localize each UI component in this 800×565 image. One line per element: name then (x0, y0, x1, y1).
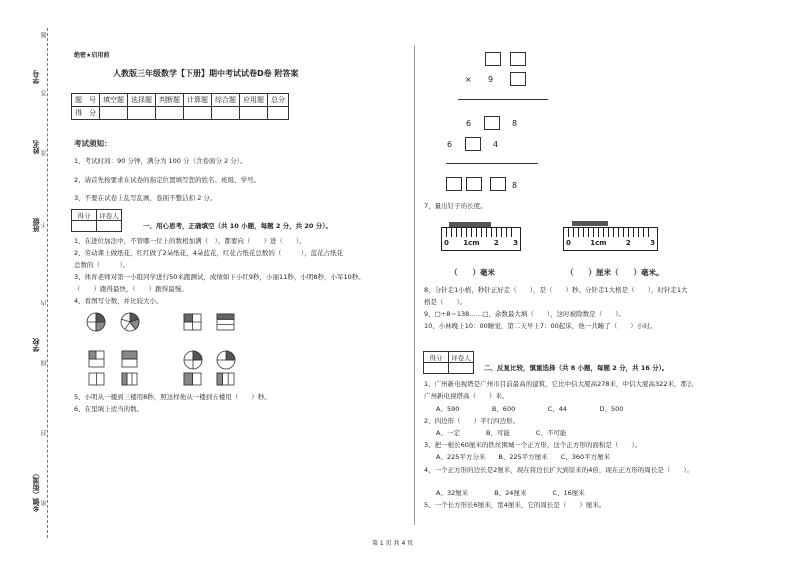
question-line: 7、量出钉子的长度。 (424, 202, 487, 210)
ruler-number: 2 (493, 239, 499, 247)
score-cell[interactable] (100, 107, 128, 120)
side-label-class: 班级 (32, 218, 40, 232)
ruler-number: 3 (650, 239, 655, 247)
option-line: A、32厘米 B、24厘米 C、16厘米 (436, 489, 585, 497)
score-cell[interactable] (212, 107, 240, 120)
side-label-town: 乡镇（街道） (32, 470, 40, 512)
digit: 8 (512, 181, 518, 190)
side-mark: 线 (41, 360, 48, 366)
grader-reviewer-label: 评卷人 (449, 352, 474, 363)
column-divider (414, 45, 415, 525)
option-line: A、一定 B、可能 C、不可能 (436, 429, 567, 437)
page-title: 人教版三年级数学【下册】期中考试试卷D卷 附答案 (113, 69, 299, 78)
grader-score-cell[interactable] (72, 221, 97, 232)
question-line: 3、体育老师对第一小组同学进行50米跑测试，成绩如下小红9秒，小丽11秒，小明8秒，小军10秒。 (74, 273, 365, 281)
times-sign: × (465, 75, 472, 84)
question-line: 总数的（ ）。 (74, 261, 130, 269)
side-mark: 不 (41, 222, 48, 228)
answer-box[interactable] (465, 137, 481, 151)
binding-line (47, 28, 48, 538)
score-cell[interactable] (128, 107, 156, 120)
question-line: 广州新电视塔高（ ）米。 (424, 392, 509, 400)
score-row-label: 得 分 (72, 107, 100, 120)
question-line: 2、四边形（ ）平行四边形。 (424, 417, 520, 425)
answer-box[interactable] (490, 177, 506, 191)
question-line: （ ）跑得最快，（ ）跑得最慢。 (74, 285, 188, 293)
side-mark: 准 (41, 150, 48, 156)
question-line: 4、看图写分数，并比较大小。 (74, 297, 163, 305)
answer-box[interactable] (510, 72, 526, 86)
page-footer: 第 1 页 共 4 页 (372, 540, 414, 547)
ruler-number: 1cm (590, 239, 607, 247)
grader-reviewer-cell[interactable] (97, 221, 122, 232)
question-line: 3、把一根长60厘米的铁丝围城一个正方形，这个正方形的面积是（ ）。 (424, 441, 642, 449)
grader-box (71, 209, 122, 232)
grader-score-label: 得分 (424, 352, 449, 363)
notice-item: 3、不要在试卷上乱写乱画，卷面不整洁扣 2 分。 (74, 194, 217, 202)
section2-title: 二、反复比较，慎重选择（共 8 小题，每题 2 分，共 16 分）。 (484, 364, 669, 372)
digit: 6 (466, 119, 472, 128)
score-header-cell: 总分 (268, 94, 289, 107)
ruler (441, 227, 521, 251)
question-line: 5、小明从一楼到三楼用8秒，照这样他从一楼到五楼用（ ）秒。 (74, 393, 271, 401)
answer-box[interactable] (466, 177, 482, 191)
grader-box (423, 351, 474, 374)
score-header-cell: 综合题 (212, 94, 240, 107)
score-table (71, 93, 289, 120)
question-line: 9、□÷8＝138……□，余数最大填（ ），这时被除数是（ ）。 (424, 310, 625, 318)
calc-line (446, 163, 538, 164)
score-header-cell: 填空题 (100, 94, 128, 107)
digit: 9 (488, 75, 494, 84)
score-cell[interactable] (156, 107, 184, 120)
notice-heading: 考试须知： (74, 139, 112, 148)
side-label-school: 学校 (32, 338, 40, 352)
option-line: A、590 B、600 C、44 D、500 (436, 405, 624, 413)
question-line: 10、小林晚上10：00睡觉，第二天早上7：00起床，他一共睡了（ ）小时。 (424, 322, 657, 330)
ruler-number: 1cm (463, 239, 480, 247)
question-line: 6、在里填上适当的数。 (74, 405, 144, 413)
answer-box[interactable] (484, 116, 500, 130)
score-header-cell: 题 号 (72, 94, 100, 107)
ruler-answer: （ ）厘米（ ）毫米。 (566, 268, 664, 277)
side-mark: 封 (41, 430, 48, 436)
ruler-answer: （ ）毫米 (450, 268, 495, 277)
answer-box[interactable] (485, 52, 501, 66)
ruler-number: 0 (444, 239, 449, 247)
digit: 8 (512, 119, 518, 128)
grader-score-label: 得分 (72, 210, 97, 221)
notice-item: 2、请首先按要求在试卷的指定位置填写您的姓名、班级、学号。 (74, 176, 261, 184)
calc-line (458, 99, 548, 100)
grader-score-cell[interactable] (424, 363, 449, 374)
score-cell[interactable] (268, 107, 289, 120)
score-header-cell: 选择题 (128, 94, 156, 107)
question-line: 8、分针走1小格，秒针正好走（ ），是（ ）秒。分针走1大格是（ ），时针走1大 (424, 286, 688, 294)
question-line: 格是（ ）。 (424, 298, 467, 306)
question-line: 2、劳动课上做纸花，红红做了2朵纸花，4朵蓝花，红花占纸花总数的（ ），蓝花占纸花 (74, 249, 344, 257)
question-line: 4、一个正方形的边长是2厘米，现在将边长扩大到原来的4倍，现在正方形的周长是（ ）。 (424, 466, 694, 474)
option-line: A、225平方分米 B、225平方厘米 C、360平方厘米 (436, 453, 611, 461)
digit: 6 (447, 140, 453, 149)
grader-reviewer-cell[interactable] (449, 363, 474, 374)
score-header-cell: 计算题 (184, 94, 212, 107)
nail-icon (572, 221, 608, 226)
side-mark: 密 (41, 500, 48, 506)
digit: 4 (493, 140, 499, 149)
score-header-cell: 判断题 (156, 94, 184, 107)
notice-item: 1、考试时间：90 分钟，满分为 100 分（含卷面分 2 分）。 (74, 157, 247, 165)
score-header-cell: 应用题 (240, 94, 268, 107)
question-line: 1、广州新电视塔是广州市目前最高的建筑，它比中信大厦高278米，中信大厦高322米，那么 (424, 380, 694, 388)
answer-box[interactable] (446, 177, 462, 191)
ruler-number: 0 (566, 239, 571, 247)
grader-reviewer-label: 评卷人 (97, 210, 122, 221)
side-label-name: 姓名 (32, 140, 40, 154)
score-cell[interactable] (240, 107, 268, 120)
ruler-number: 2 (625, 239, 631, 247)
question-line: 5、一个长方形长6厘米，宽4厘米，它的周长是（ ）厘米。 (424, 501, 606, 509)
ruler (563, 227, 658, 251)
ruler-number: 3 (513, 239, 518, 247)
secret-label: 绝密★启用前 (74, 52, 110, 59)
fraction-figures (86, 311, 386, 391)
side-mark: 题 (41, 32, 48, 38)
answer-box[interactable] (510, 52, 526, 66)
section1-title: 一、用心思考，正确填空（共 10 小题，每题 2 分，共 20 分）。 (143, 222, 332, 230)
score-cell[interactable] (184, 107, 212, 120)
side-label-student-id: 学号 (32, 70, 40, 84)
side-mark: 内 (41, 300, 48, 306)
side-mark: 答 (41, 90, 48, 96)
question-line: 1、在进位加法中，不管哪一位上的数相加满（ ），都要向（ ）进（ ）。 (74, 237, 306, 245)
